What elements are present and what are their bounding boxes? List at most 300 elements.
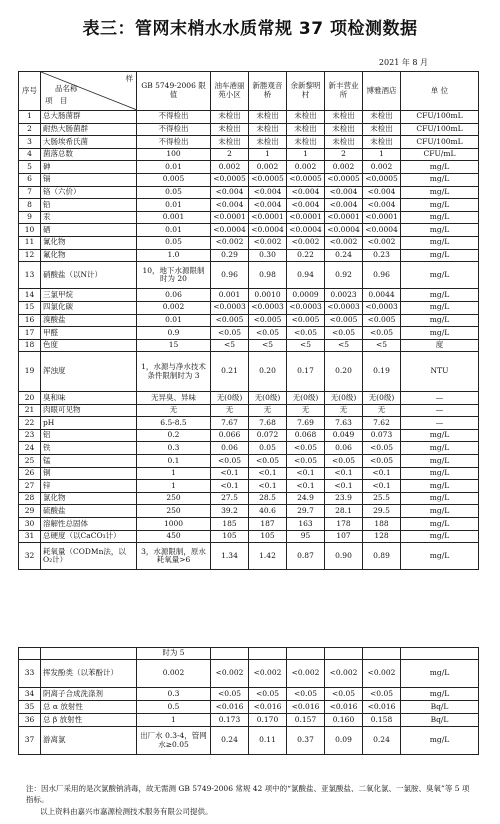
value-cell: <0.1 bbox=[287, 480, 325, 493]
limit-cell: 0.002 bbox=[137, 301, 211, 314]
header-corner-top: 样 bbox=[125, 74, 133, 83]
value-cell: 28.5 bbox=[249, 492, 287, 505]
value-cell: <0.1 bbox=[249, 480, 287, 493]
value-cell: 无(0级) bbox=[363, 392, 401, 405]
unit-cell: mg/L bbox=[401, 660, 479, 688]
value-cell: 0.09 bbox=[325, 727, 363, 755]
item-cell: 色度 bbox=[41, 339, 137, 352]
value-cell: 2 bbox=[325, 148, 363, 161]
value-cell: <0.1 bbox=[287, 467, 325, 480]
limit-cell: 15 bbox=[137, 339, 211, 352]
index-cell: 31 bbox=[19, 530, 41, 543]
value-cell: 0.06 bbox=[211, 442, 249, 455]
item-cell: 总 β 放射性 bbox=[41, 714, 137, 727]
value-cell: <0.0005 bbox=[249, 173, 287, 186]
value-cell: 188 bbox=[363, 518, 401, 531]
value-cell: <0.1 bbox=[249, 467, 287, 480]
unit-cell: mg/L bbox=[401, 173, 479, 186]
table-row bbox=[19, 186, 479, 199]
table-row bbox=[19, 660, 479, 688]
value-cell: <0.0001 bbox=[287, 211, 325, 224]
footnote-note: 注：因水厂采用的是次氯酸钠消毒，故无需测 GB 5749-2006 常规 42 项中的“氯酸盐、亚氯酸盐、二氧化氯、一氯胺、臭氧”等 5 项指标。 bbox=[26, 784, 470, 805]
value-cell: 163 bbox=[287, 518, 325, 531]
table-row bbox=[19, 480, 479, 493]
index-cell: 5 bbox=[19, 161, 41, 174]
value-cell: 27.5 bbox=[211, 492, 249, 505]
value-cell: 未检出 bbox=[325, 111, 363, 124]
value-cell: 未检出 bbox=[363, 123, 401, 136]
limit-cell: 不得检出 bbox=[137, 111, 211, 124]
value-cell: <0.0004 bbox=[287, 224, 325, 237]
value-cell: 未检出 bbox=[249, 123, 287, 136]
limit-cell: 0.06 bbox=[137, 289, 211, 302]
value-cell: <0.0005 bbox=[211, 173, 249, 186]
unit-cell: mg/L bbox=[401, 289, 479, 302]
table-row bbox=[19, 518, 479, 531]
limit-cell: 0.3 bbox=[137, 442, 211, 455]
value-cell: <0.1 bbox=[211, 467, 249, 480]
header-site-3: 余新黎明村 bbox=[287, 72, 325, 111]
limit-cell: 不得检出 bbox=[137, 136, 211, 149]
value-cell: 0.22 bbox=[287, 249, 325, 262]
limit-cell: 0.05 bbox=[137, 236, 211, 249]
value-cell: 0.001 bbox=[211, 289, 249, 302]
value-cell: <0.002 bbox=[363, 236, 401, 249]
limit-cell: 100 bbox=[137, 148, 211, 161]
unit-cell: mg/L bbox=[401, 314, 479, 327]
item-cell: 耗氧量（CODMn法，以O₂计） bbox=[41, 543, 137, 570]
value-cell: 未检出 bbox=[287, 123, 325, 136]
limit-cell: 1.0 bbox=[137, 249, 211, 262]
index-cell: 7 bbox=[19, 186, 41, 199]
index-cell: 20 bbox=[19, 392, 41, 405]
value-cell: <0.005 bbox=[363, 314, 401, 327]
limit-cell: 1000 bbox=[137, 518, 211, 531]
limit-cell: 0.005 bbox=[137, 173, 211, 186]
unit-cell: CFU/100mL bbox=[401, 111, 479, 124]
value-cell: <0.05 bbox=[287, 688, 325, 701]
limit-cell: 0.1 bbox=[137, 455, 211, 468]
value-cell: <0.004 bbox=[363, 186, 401, 199]
index-cell: 22 bbox=[19, 417, 41, 430]
value-cell: 无(0级) bbox=[287, 392, 325, 405]
value-cell: 未检出 bbox=[363, 136, 401, 149]
header-site-2: 新塍观音桥 bbox=[249, 72, 287, 111]
unit-cell: — bbox=[401, 417, 479, 430]
index-cell: 17 bbox=[19, 327, 41, 340]
limit-cell: 0.001 bbox=[137, 211, 211, 224]
unit-cell: mg/L bbox=[401, 249, 479, 262]
value-cell: <0.1 bbox=[325, 467, 363, 480]
report-date: 2021 年 8 月 bbox=[378, 58, 428, 67]
value-cell: <0.05 bbox=[211, 455, 249, 468]
index-cell: 3 bbox=[19, 136, 41, 149]
limit-cell: 1 bbox=[137, 467, 211, 480]
table-row bbox=[19, 505, 479, 518]
item-cell: 耐热大肠菌群 bbox=[41, 123, 137, 136]
value-cell: <5 bbox=[287, 339, 325, 352]
value-cell: 未检出 bbox=[211, 136, 249, 149]
value-cell: <0.004 bbox=[211, 199, 249, 212]
index-cell: 34 bbox=[19, 688, 41, 701]
index-cell: 35 bbox=[19, 701, 41, 714]
table-row bbox=[19, 301, 479, 314]
index-cell: 28 bbox=[19, 492, 41, 505]
value-cell: <0.05 bbox=[363, 455, 401, 468]
table-row bbox=[19, 211, 479, 224]
unit-cell: mg/L bbox=[401, 429, 479, 442]
value-cell: 无 bbox=[325, 404, 363, 417]
limit-cell: 10，地下水源限制时为 20 bbox=[137, 262, 211, 289]
value-cell: <0.016 bbox=[211, 701, 249, 714]
value-cell: <0.0004 bbox=[325, 224, 363, 237]
value-cell: 0.87 bbox=[287, 543, 325, 570]
value-cell: <0.1 bbox=[211, 480, 249, 493]
value-cell: 28.1 bbox=[325, 505, 363, 518]
unit-cell: mg/L bbox=[401, 543, 479, 570]
index-cell: 19 bbox=[19, 352, 41, 392]
unit-cell: mg/L bbox=[401, 236, 479, 249]
value-cell: 7.68 bbox=[249, 417, 287, 430]
item-cell: 砷 bbox=[41, 161, 137, 174]
value-cell: <0.005 bbox=[249, 314, 287, 327]
value-cell: 0.157 bbox=[287, 714, 325, 727]
index-cell: 2 bbox=[19, 123, 41, 136]
limit-cell: 0.002 bbox=[137, 660, 211, 688]
unit-cell: mg/L bbox=[401, 455, 479, 468]
value-cell: <0.002 bbox=[249, 236, 287, 249]
value-cell: <0.005 bbox=[287, 314, 325, 327]
item-cell: 菌落总数 bbox=[41, 148, 137, 161]
value-cell: 未检出 bbox=[363, 111, 401, 124]
unit-cell: CFU/100mL bbox=[401, 136, 479, 149]
table-row bbox=[19, 199, 479, 212]
table-row bbox=[19, 688, 479, 701]
value-cell: <0.004 bbox=[287, 186, 325, 199]
value-cell: 0.06 bbox=[325, 442, 363, 455]
value-cell: 128 bbox=[363, 530, 401, 543]
index-cell: 18 bbox=[19, 339, 41, 352]
value-cell: <0.005 bbox=[211, 314, 249, 327]
value-cell: <0.002 bbox=[363, 660, 401, 688]
value-cell: <0.0004 bbox=[249, 224, 287, 237]
item-cell: 铬（六价） bbox=[41, 186, 137, 199]
value-cell: 0.21 bbox=[211, 352, 249, 392]
value-cell: <5 bbox=[211, 339, 249, 352]
table-row bbox=[19, 392, 479, 405]
value-cell: 未检出 bbox=[325, 136, 363, 149]
value-cell: 未检出 bbox=[211, 123, 249, 136]
limit-cell: 0.05 bbox=[137, 186, 211, 199]
water-quality-table-continued bbox=[18, 647, 479, 755]
table-row bbox=[19, 173, 479, 186]
index-cell: 12 bbox=[19, 249, 41, 262]
footnote-source: 以上资料由嘉兴市嘉源检测技术服务有限公司提供。 bbox=[40, 806, 213, 816]
value-cell: 0.173 bbox=[211, 714, 249, 727]
header-unit: 单 位 bbox=[401, 72, 479, 111]
index-cell: 30 bbox=[19, 518, 41, 531]
index-cell: 4 bbox=[19, 148, 41, 161]
continuation-limit: 时为 5 bbox=[137, 648, 211, 660]
table-row bbox=[19, 442, 479, 455]
value-cell: 无(0级) bbox=[325, 392, 363, 405]
value-cell: 0.068 bbox=[287, 429, 325, 442]
item-cell: 氰化物 bbox=[41, 236, 137, 249]
unit-cell: 度 bbox=[401, 339, 479, 352]
table-row bbox=[19, 224, 479, 237]
unit-cell: NTU bbox=[401, 352, 479, 392]
unit-cell: mg/L bbox=[401, 262, 479, 289]
value-cell: 无 bbox=[249, 404, 287, 417]
value-cell: 0.002 bbox=[211, 161, 249, 174]
water-quality-table bbox=[18, 71, 479, 570]
index-cell: 11 bbox=[19, 236, 41, 249]
item-cell: 总硬度（以CaCO₃计） bbox=[41, 530, 137, 543]
limit-cell: 1 bbox=[137, 714, 211, 727]
value-cell: 0.073 bbox=[363, 429, 401, 442]
item-cell: 锌 bbox=[41, 480, 137, 493]
value-cell: <0.002 bbox=[211, 236, 249, 249]
value-cell: 40.6 bbox=[249, 505, 287, 518]
item-cell: 肉眼可见物 bbox=[41, 404, 137, 417]
value-cell: 无(0级) bbox=[211, 392, 249, 405]
value-cell: <0.016 bbox=[325, 701, 363, 714]
limit-cell: 不得检出 bbox=[137, 123, 211, 136]
value-cell: <0.05 bbox=[249, 455, 287, 468]
limit-cell: 无 bbox=[137, 404, 211, 417]
value-cell: 105 bbox=[211, 530, 249, 543]
item-cell: 硝酸盐（以N计） bbox=[41, 262, 137, 289]
index-cell: 14 bbox=[19, 289, 41, 302]
unit-cell: mg/L bbox=[401, 327, 479, 340]
index-cell: 23 bbox=[19, 429, 41, 442]
value-cell: <0.0003 bbox=[325, 301, 363, 314]
value-cell: <0.004 bbox=[249, 186, 287, 199]
value-cell: 0.96 bbox=[363, 262, 401, 289]
unit-cell: mg/L bbox=[401, 530, 479, 543]
value-cell: <5 bbox=[363, 339, 401, 352]
item-cell: 溶解性总固体 bbox=[41, 518, 137, 531]
page-title: 表三：管网末梢水水质常规 37 项检测数据 bbox=[82, 19, 418, 39]
table-row bbox=[19, 111, 479, 124]
header-site-5: 博雅酒店 bbox=[363, 72, 401, 111]
header-corner-mid: 品名称 bbox=[55, 84, 78, 93]
index-cell: 32 bbox=[19, 543, 41, 570]
item-cell: 阴离子合成洗涤剂 bbox=[41, 688, 137, 701]
value-cell: 0.066 bbox=[211, 429, 249, 442]
value-cell: <0.05 bbox=[363, 442, 401, 455]
value-cell: 0.89 bbox=[363, 543, 401, 570]
value-cell: 1 bbox=[287, 148, 325, 161]
limit-cell: 0.01 bbox=[137, 199, 211, 212]
value-cell: 107 bbox=[325, 530, 363, 543]
table-row bbox=[19, 530, 479, 543]
value-cell: 24.9 bbox=[287, 492, 325, 505]
item-cell: 硒 bbox=[41, 224, 137, 237]
table-row bbox=[19, 236, 479, 249]
value-cell: 0.20 bbox=[249, 352, 287, 392]
value-cell: 0.0023 bbox=[325, 289, 363, 302]
limit-cell: 0.3 bbox=[137, 688, 211, 701]
table-row bbox=[19, 404, 479, 417]
value-cell: 0.0044 bbox=[363, 289, 401, 302]
limit-cell: 250 bbox=[137, 505, 211, 518]
unit-cell: mg/L bbox=[401, 518, 479, 531]
value-cell: 0.158 bbox=[363, 714, 401, 727]
header-site-1: 油车港丽苑小区 bbox=[211, 72, 249, 111]
header-corner bbox=[41, 72, 137, 111]
value-cell: 0.05 bbox=[249, 442, 287, 455]
unit-cell: mg/L bbox=[401, 224, 479, 237]
unit-cell: mg/L bbox=[401, 688, 479, 701]
value-cell: 7.69 bbox=[287, 417, 325, 430]
table-row bbox=[19, 262, 479, 289]
value-cell: <0.002 bbox=[325, 236, 363, 249]
item-cell: 挥发酚类（以苯酚计） bbox=[41, 660, 137, 688]
unit-cell: mg/L bbox=[401, 186, 479, 199]
item-cell: 铁 bbox=[41, 442, 137, 455]
value-cell: 0.24 bbox=[211, 727, 249, 755]
item-cell: pH bbox=[41, 417, 137, 430]
value-cell: <0.0003 bbox=[249, 301, 287, 314]
value-cell: <0.05 bbox=[287, 455, 325, 468]
table-row bbox=[19, 701, 479, 714]
index-cell: 13 bbox=[19, 262, 41, 289]
table-row bbox=[19, 136, 479, 149]
value-cell: 未检出 bbox=[249, 136, 287, 149]
value-cell: 0.002 bbox=[363, 161, 401, 174]
index-cell: 1 bbox=[19, 111, 41, 124]
value-cell: 0.170 bbox=[249, 714, 287, 727]
table-row bbox=[19, 327, 479, 340]
value-cell: <0.004 bbox=[249, 199, 287, 212]
index-cell: 37 bbox=[19, 727, 41, 755]
unit-cell: Bq/L bbox=[401, 714, 479, 727]
value-cell: <0.005 bbox=[325, 314, 363, 327]
value-cell: <0.002 bbox=[287, 236, 325, 249]
header-index: 序号 bbox=[19, 72, 41, 111]
value-cell: <0.0003 bbox=[363, 301, 401, 314]
value-cell: <0.0005 bbox=[287, 173, 325, 186]
value-cell: 0.90 bbox=[325, 543, 363, 570]
value-cell: 未检出 bbox=[287, 111, 325, 124]
value-cell: 1 bbox=[363, 148, 401, 161]
value-cell: 0.23 bbox=[363, 249, 401, 262]
value-cell: <5 bbox=[249, 339, 287, 352]
value-cell: <0.016 bbox=[363, 701, 401, 714]
index-cell: 10 bbox=[19, 224, 41, 237]
value-cell: <0.016 bbox=[249, 701, 287, 714]
unit-cell: mg/L bbox=[401, 199, 479, 212]
item-cell: 甲醛 bbox=[41, 327, 137, 340]
limit-cell: 6.5-8.5 bbox=[137, 417, 211, 430]
table-row bbox=[19, 714, 479, 727]
value-cell: <0.016 bbox=[287, 701, 325, 714]
item-cell: 总大肠菌群 bbox=[41, 111, 137, 124]
value-cell: <0.002 bbox=[211, 660, 249, 688]
table-row bbox=[19, 417, 479, 430]
value-cell: 7.63 bbox=[325, 417, 363, 430]
value-cell: 2 bbox=[211, 148, 249, 161]
index-cell: 33 bbox=[19, 660, 41, 688]
value-cell: 未检出 bbox=[249, 111, 287, 124]
unit-cell: — bbox=[401, 392, 479, 405]
header-corner-bottom: 项 目 bbox=[45, 96, 68, 105]
table-header-row bbox=[19, 72, 479, 111]
item-cell: 镉 bbox=[41, 173, 137, 186]
value-cell: <0.004 bbox=[211, 186, 249, 199]
value-cell: 0.24 bbox=[325, 249, 363, 262]
value-cell: 1.42 bbox=[249, 543, 287, 570]
unit-cell: mg/L bbox=[401, 161, 479, 174]
limit-cell: 0.9 bbox=[137, 327, 211, 340]
unit-cell: mg/L bbox=[401, 211, 479, 224]
table-row bbox=[19, 289, 479, 302]
value-cell: 0.002 bbox=[249, 161, 287, 174]
value-cell: <0.0001 bbox=[249, 211, 287, 224]
value-cell: <0.004 bbox=[363, 199, 401, 212]
value-cell: 39.2 bbox=[211, 505, 249, 518]
unit-cell: CFU/100mL bbox=[401, 123, 479, 136]
value-cell: <0.004 bbox=[287, 199, 325, 212]
unit-cell: mg/L bbox=[401, 727, 479, 755]
value-cell: <0.0005 bbox=[325, 173, 363, 186]
unit-cell: mg/L bbox=[401, 301, 479, 314]
value-cell: 178 bbox=[325, 518, 363, 531]
index-cell: 16 bbox=[19, 314, 41, 327]
limit-cell: 0.5 bbox=[137, 701, 211, 714]
limit-cell: 0.2 bbox=[137, 429, 211, 442]
value-cell: <0.002 bbox=[325, 660, 363, 688]
index-cell: 8 bbox=[19, 199, 41, 212]
value-cell: 无 bbox=[211, 404, 249, 417]
value-cell: 0.92 bbox=[325, 262, 363, 289]
value-cell: 29.5 bbox=[363, 505, 401, 518]
value-cell: 0.96 bbox=[211, 262, 249, 289]
item-cell: 游离氯 bbox=[41, 727, 137, 755]
value-cell: 0.160 bbox=[325, 714, 363, 727]
value-cell: <0.05 bbox=[287, 442, 325, 455]
value-cell: 95 bbox=[287, 530, 325, 543]
item-cell: 铜 bbox=[41, 467, 137, 480]
table-row bbox=[19, 455, 479, 468]
unit-cell: mg/L bbox=[401, 442, 479, 455]
item-cell: 臭和味 bbox=[41, 392, 137, 405]
value-cell: 187 bbox=[249, 518, 287, 531]
value-cell: 29.7 bbox=[287, 505, 325, 518]
item-cell: 氟化物 bbox=[41, 249, 137, 262]
value-cell: 0.37 bbox=[287, 727, 325, 755]
value-cell: 1 bbox=[249, 148, 287, 161]
table-row bbox=[19, 352, 479, 392]
item-cell: 三氯甲烷 bbox=[41, 289, 137, 302]
value-cell: 无(0级) bbox=[249, 392, 287, 405]
value-cell: <0.0001 bbox=[363, 211, 401, 224]
limit-cell: 3，水源限制，原水耗氧量>6 bbox=[137, 543, 211, 570]
value-cell: 0.19 bbox=[363, 352, 401, 392]
value-cell: 23.9 bbox=[325, 492, 363, 505]
value-cell: <0.0001 bbox=[325, 211, 363, 224]
value-cell: <0.0001 bbox=[211, 211, 249, 224]
table-row bbox=[19, 492, 479, 505]
value-cell: <0.05 bbox=[325, 688, 363, 701]
value-cell: <0.05 bbox=[249, 327, 287, 340]
footnotes bbox=[26, 783, 476, 817]
value-cell: <0.05 bbox=[363, 688, 401, 701]
unit-cell: CFU/mL bbox=[401, 148, 479, 161]
value-cell: 0.29 bbox=[211, 249, 249, 262]
index-cell: 27 bbox=[19, 480, 41, 493]
